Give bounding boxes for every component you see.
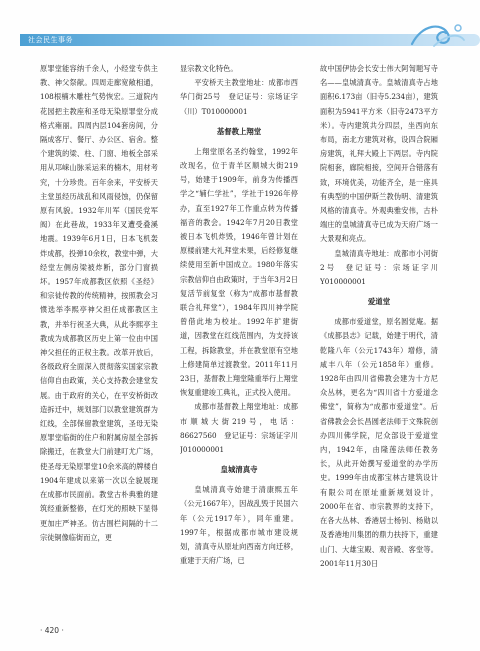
- section-heading: 基督教上翔堂: [216, 126, 262, 136]
- section-heading: 皇城清真寺: [220, 465, 258, 475]
- body-paragraph: 成都市基督教上翔堂地址：成都市顺城大街219号，电话：86627560 登记证号：宗场证字川J010000001: [180, 402, 298, 455]
- page-header: [0, 0, 480, 56]
- body-paragraph: 皇城清真寺地址：成都市小河街2号 登记证号：宗场证字川Y010000001: [320, 248, 438, 287]
- page-number: · 420 ·: [40, 626, 64, 635]
- text-column-1: [40, 62, 158, 622]
- text-column-2: [180, 62, 298, 622]
- cloud-swirl-ornament: [408, 18, 468, 52]
- body-paragraph: 成都市爱道堂，原名圆觉庵。据《成都县志》记载，始建于明代，清乾隆八年（公元1743年）增修，清咸丰八年（公元1858年）重修。1928年由四川省佛教会建为十方尼众丛林，更名为“四川省十方爱道念佛堂”，简称为“成都市爱道堂”。后省佛教会会长昌圆老法师于文殊院创办四川佛学院，尼众部设于爱道堂内，1942年，由隆莲法师任教务长，从此开始撰写爱道堂的办学历史。1999年由成都宝林古建筑设计有限公司在原址重新规划设计，2000年在省、市宗教界的支持下，在各大丛林、香港居士杨钊、杨勋以及香港地川集团的鼎力扶持下，重建山门、大雄宝殿、观音殿、客堂等。2001年11月30日: [320, 317, 438, 568]
- text-column-3: [320, 62, 438, 622]
- body-paragraph: 原罪堂能容纳千余人，小经堂专供主教、神父祭献。四周走廊宽敞相通，108根楠木雕柱气势恢宏。三道院内花园把主教座和圣母无染原罪堂分成格式雍丽。四周内层104套房间，分隔成客厅、餐厅、办公区、宿舍。整个建筑的梁、柱、门窗、地板全部采用从邛崃山脉采运来的楠木，用材考究，十分珍贵。百年余来，平安桥天主堂虽经历战乱和风雨侵蚀，仍保留原有风貌。1932年川军（国民党军阀）在此巷战，1933年叉遭受叠溪地震。1939年6月1日，日本飞机轰炸成都，投弹10余枚，教堂中弹，大经堂左侧房梁被炸断，部分门窗损坏。1957年成都教区依照《圣经》和宗徒传教的传统精神，按照教会习惯选举李熙亭神父担任成都教区主教，并举行祝圣大典，从此李熙亭主教成为成都教区历史上第一位由中国神父担任的正权主教。改革开放后，各级政府全面深入贯彻落实国家宗教信仰自由政策，关心支持教会建堂发展。由于政府的关心，在平安桥街改造拆迁中，规划部门以教堂建筑群为红线，全部保留教堂建筑，圣母无染原罪堂临街的住户和附属房屋全部拆除搬迁，在教堂大门前建叮尤广场，使圣母无染原罪堂10余米高的牌楼自1904年建成以来第一次以全貌展现在成都市民面前。教堂古朴典雅的建筑经重新整修，在灯光的照映下显得更加庄严神圣。仿古围栏间隔的十二宗徒铜像临街而立，更: [40, 64, 158, 542]
- section-heading: 爱道堂: [367, 297, 391, 307]
- body-paragraph: 故中国伊协会长安士伟大阿訇题写寺名——皇城清真寺。皇城清真寺占地面积6.173亩（旧寺5.234亩），建筑面积为5941平方米（旧寺2473平方米）。寺内建筑共分四层，坐西向东布局，南北方建筑对称，设四合院厢房建筑，礼拜大殿上下两层。寺内院院相套，廊院相接，空间开合错落有致，环境优美，功能齐全，是一座具有典型的中国伊斯兰教伪明、清建筑风格的清真寺。外观典雅安伟，古朴端庄的皇城清真寺已成为天府广场一大景观和亮点。: [320, 64, 438, 244]
- section-title: 社会民生事务: [28, 36, 73, 44]
- body-paragraph: 皇城清真寺始建于清康熙五年（公元1667年），因战乱毁于民国六年（公元1917年），同年重建。1997年，根据成都市城市建设规划，清真寺从原址向西南方向迁移，重建于天府广场，已: [180, 485, 298, 566]
- body-paragraph: 显宗教文化特色。: [180, 64, 238, 73]
- body-paragraph: 上翔堂原名圣约翰堂，1992年改现名，位于青羊区顺城大街219号，始建于1909年，前身为传播西学之“辅仁学社”，学社于1926年停办，直至1927年工作重点转为传播福音的教会。1942年7月20日教堂被日本飞机炸毁，1946年曾计划在原楼前建大礼拜堂未果，后经修复继续使用至新中国成立。1980年落实宗教信仰自由政策时，于当年3月2日复活节前复堂（称为“成都市基督教联合礼拜堂”），1984年四川神学院曾借此地为校址。1992年扩建街道，因教堂在红线范围内，为支持该工程，拆除教堂，并在教堂原有空地上修建简单过渡教堂。2011年11月23日，基督教上翔堂隆重举行上翔堂恢复重建竣工典礼，正式投入使用。: [180, 146, 298, 398]
- body-paragraph: 平安桥天主教堂地址：成都市西华门街25号 登记证号：宗场证字（川）T010000001: [180, 78, 298, 116]
